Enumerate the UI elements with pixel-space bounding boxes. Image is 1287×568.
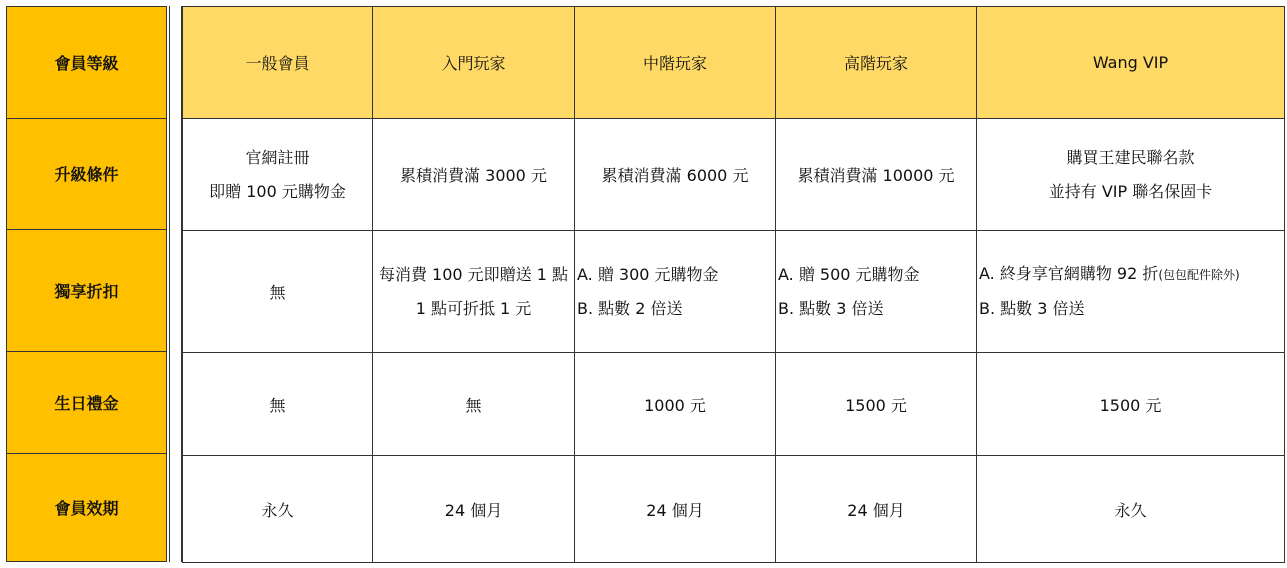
condition-high: 累積消費滿 10000 元 (776, 119, 977, 231)
discount-entry-line2: 1 點可折抵 1 元 (415, 298, 532, 318)
tier-entry: 入門玩家 (373, 7, 575, 119)
column-divider (169, 6, 182, 562)
birthday-mid: 1000 元 (575, 353, 776, 456)
condition-general-line1: 官網註冊 (245, 147, 310, 167)
header-row (183, 7, 1285, 119)
condition-vip-line2: 並持有 VIP 聯名保固卡 (1048, 181, 1213, 201)
tier-vip: Wang VIP (977, 7, 1285, 119)
discount-entry (373, 231, 575, 353)
validity-row (183, 456, 1285, 563)
discount-high-line2: B. 點數 3 倍送 (778, 298, 884, 318)
discount-mid-line1: A. 贈 300 元購物金 (577, 264, 719, 284)
condition-vip-line1: 購買王建民聯名款 (1066, 147, 1195, 167)
discount-vip-a-main: A. 終身享官網購物 92 折 (979, 264, 1159, 283)
birthday-vip: 1500 元 (977, 353, 1285, 456)
validity-mid: 24 個月 (575, 456, 776, 563)
validity-entry: 24 個月 (373, 456, 575, 563)
row-label-tier: 會員等級 (7, 7, 166, 119)
discount-general: 無 (183, 231, 373, 353)
condition-general (183, 119, 373, 231)
row-label-validity: 會員效期 (54, 499, 119, 519)
row-label-discount: 獨享折扣 (7, 230, 166, 352)
membership-table (182, 6, 1285, 563)
discount-high (776, 231, 977, 353)
validity-vip: 永久 (977, 456, 1285, 563)
birthday-entry: 無 (373, 353, 575, 456)
discount-vip-line2: B. 點數 3 倍送 (979, 299, 1085, 318)
discount-mid-line2: B. 點數 2 倍送 (577, 298, 683, 318)
tier-general: 一般會員 (183, 7, 373, 119)
discount-vip-a-note: (包包配件除外) (1158, 268, 1240, 282)
discount-mid (575, 231, 776, 353)
discount-row (183, 231, 1285, 353)
discount-entry-line1: 每消費 100 元即贈送 1 點 (378, 264, 569, 284)
condition-general-line2: 即贈 100 元購物金 (209, 181, 346, 201)
condition-mid: 累積消費滿 6000 元 (575, 119, 776, 231)
row-label-birthday: 生日禮金 (7, 352, 166, 455)
discount-vip-line1 (979, 257, 1284, 292)
birthday-high: 1500 元 (776, 353, 977, 456)
conditions-row (183, 119, 1285, 231)
row-label-conditions: 升級條件 (7, 119, 166, 231)
validity-general: 永久 (183, 456, 373, 563)
discount-vip (977, 231, 1285, 353)
condition-entry: 累積消費滿 3000 元 (373, 119, 575, 231)
birthday-row (183, 353, 1285, 456)
condition-vip (977, 119, 1285, 231)
discount-high-line1: A. 贈 500 元購物金 (778, 264, 920, 284)
birthday-general: 無 (183, 353, 373, 456)
validity-high: 24 個月 (776, 456, 977, 563)
row-label-column (6, 6, 167, 562)
tier-mid: 中階玩家 (575, 7, 776, 119)
tier-high: 高階玩家 (776, 7, 977, 119)
